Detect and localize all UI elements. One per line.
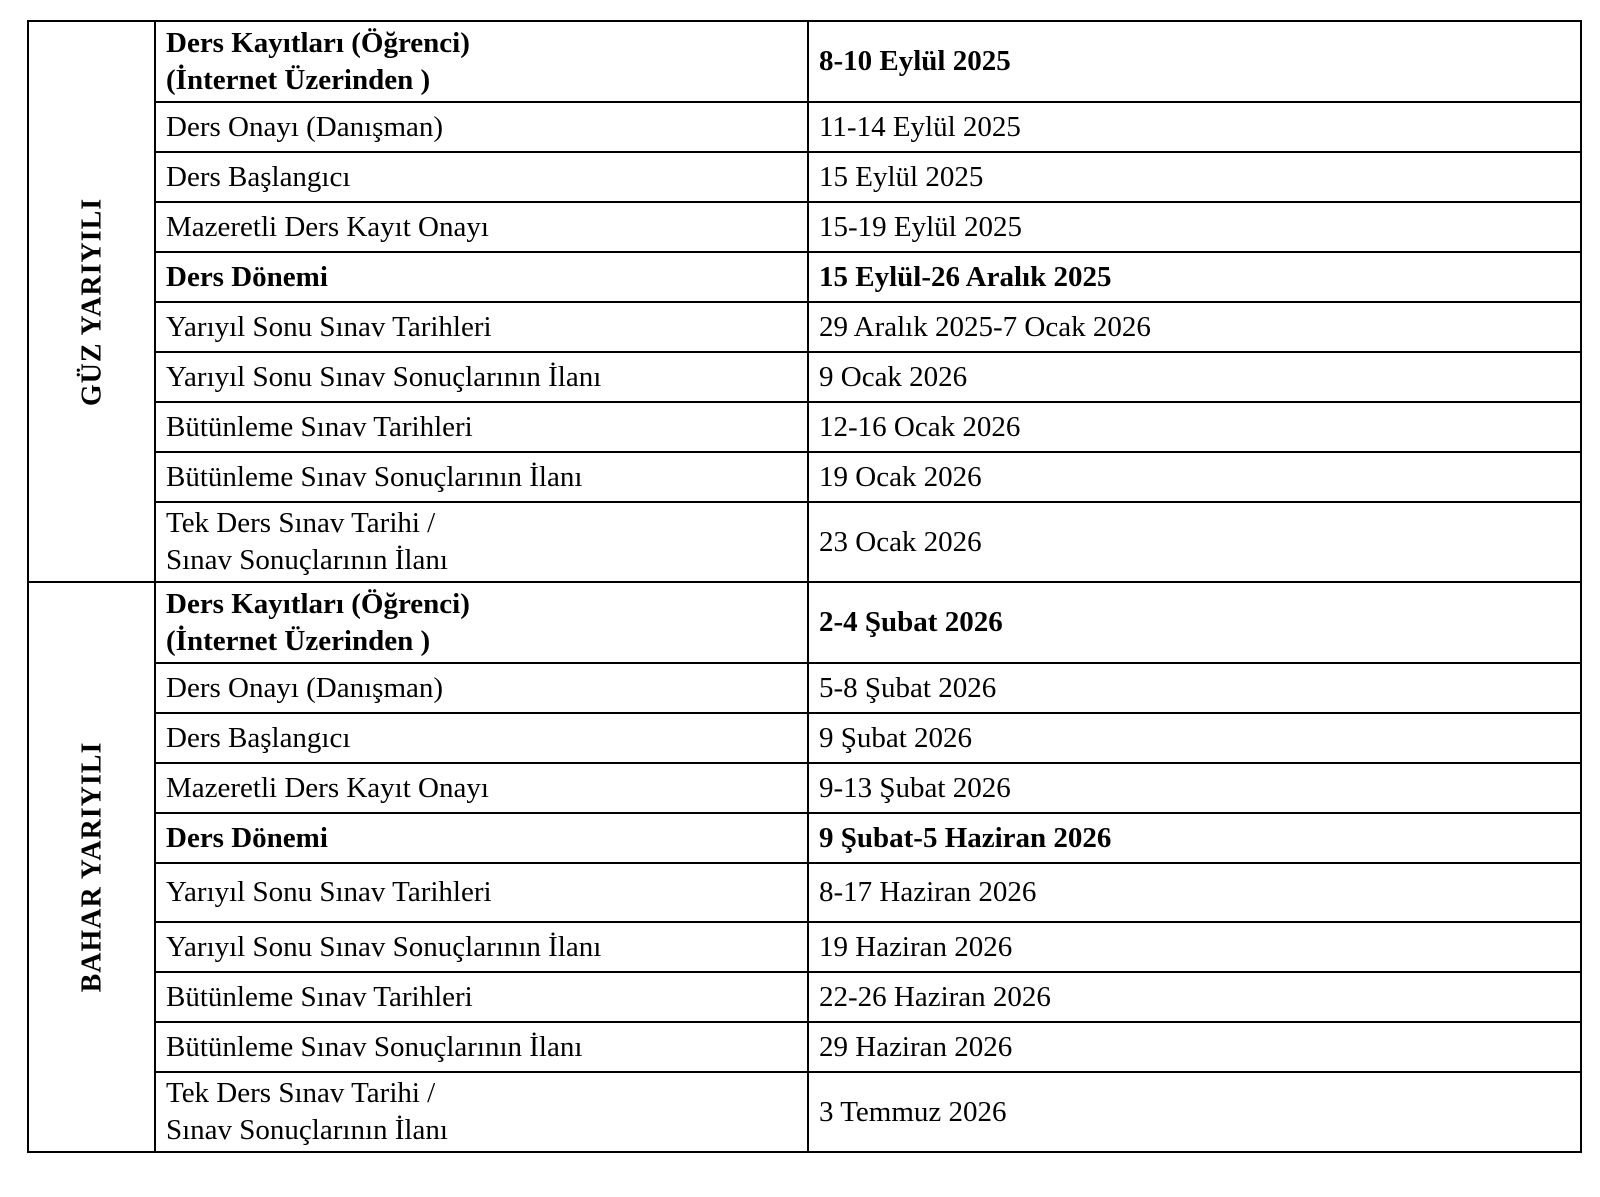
event-name-text: Ders Kayıtları (Öğrenci) bbox=[166, 587, 470, 620]
event-name-text: Ders Başlangıcı bbox=[166, 160, 351, 193]
event-date-cell bbox=[808, 352, 1581, 402]
event-date-cell bbox=[808, 582, 1581, 663]
event-date-text: 2-4 Şubat 2026 bbox=[819, 606, 1003, 638]
semester-cell bbox=[28, 582, 155, 1152]
calendar-row bbox=[28, 972, 1581, 1022]
event-name-text: Ders Onayı (Danışman) bbox=[166, 110, 444, 143]
event-date-cell bbox=[808, 663, 1581, 713]
calendar-row bbox=[28, 813, 1581, 863]
calendar-row bbox=[28, 502, 1581, 582]
event-name-text: (İnternet Üzerinden ) bbox=[166, 63, 431, 96]
event-date-cell bbox=[808, 302, 1581, 352]
event-date-cell bbox=[808, 813, 1581, 863]
event-name-text: Yarıyıl Sonu Sınav Sonuçlarının İlanı bbox=[166, 930, 602, 963]
event-name-text: Sınav Sonuçlarının İlanı bbox=[166, 1114, 448, 1146]
event-date-text: 19 Haziran 2026 bbox=[819, 930, 1013, 963]
event-name-text: Bütünleme Sınav Tarihleri bbox=[166, 410, 473, 443]
calendar-row bbox=[28, 352, 1581, 402]
event-name-cell bbox=[155, 1072, 808, 1152]
event-date-cell bbox=[808, 713, 1581, 763]
event-date-cell bbox=[808, 402, 1581, 452]
event-name-cell bbox=[155, 922, 808, 972]
event-name-text: Sınav Sonuçlarının İlanı bbox=[166, 544, 448, 576]
event-name-text: Ders Başlangıcı bbox=[166, 721, 351, 754]
event-date-text: 29 Haziran 2026 bbox=[819, 1030, 1013, 1063]
calendar-row bbox=[28, 102, 1581, 152]
event-date-cell bbox=[808, 1022, 1581, 1072]
event-date-cell bbox=[808, 863, 1581, 922]
event-date-cell bbox=[808, 152, 1581, 202]
event-name-cell bbox=[155, 582, 808, 663]
event-name-cell bbox=[155, 502, 808, 582]
semester-cell bbox=[28, 21, 155, 582]
event-name-text: Yarıyıl Sonu Sınav Tarihleri bbox=[166, 876, 492, 908]
event-name-cell bbox=[155, 21, 808, 102]
calendar-row bbox=[28, 713, 1581, 763]
event-name-cell bbox=[155, 352, 808, 402]
event-name-text: Tek Ders Sınav Tarihi / bbox=[166, 1077, 436, 1109]
event-name-cell bbox=[155, 402, 808, 452]
event-date-cell bbox=[808, 452, 1581, 502]
semester-label: GÜZ YARIYILI bbox=[76, 197, 107, 406]
event-name-text: Bütünleme Sınav Tarihleri bbox=[166, 980, 473, 1013]
event-date-cell bbox=[808, 972, 1581, 1022]
event-date-text: 9-13 Şubat 2026 bbox=[819, 771, 1011, 804]
event-name-cell bbox=[155, 663, 808, 713]
event-name-text: Tek Ders Sınav Tarihi / bbox=[166, 507, 436, 539]
event-name-cell bbox=[155, 452, 808, 502]
calendar-row bbox=[28, 863, 1581, 922]
event-name-text: Bütünleme Sınav Sonuçlarının İlanı bbox=[166, 460, 583, 493]
event-date-text: 22-26 Haziran 2026 bbox=[819, 980, 1051, 1013]
event-date-text: 19 Ocak 2026 bbox=[819, 460, 982, 493]
calendar-row bbox=[28, 1072, 1581, 1152]
event-date-cell bbox=[808, 252, 1581, 302]
event-name-text: Bütünleme Sınav Sonuçlarının İlanı bbox=[166, 1030, 583, 1063]
event-date-cell bbox=[808, 922, 1581, 972]
event-name-cell bbox=[155, 813, 808, 863]
event-date-text: 9 Ocak 2026 bbox=[819, 360, 968, 393]
calendar-row bbox=[28, 302, 1581, 352]
event-date-cell bbox=[808, 202, 1581, 252]
event-name-cell bbox=[155, 763, 808, 813]
event-date-text: 29 Aralık 2025-7 Ocak 2026 bbox=[819, 310, 1151, 343]
calendar-row bbox=[28, 152, 1581, 202]
calendar-row bbox=[28, 763, 1581, 813]
calendar-row bbox=[28, 1022, 1581, 1072]
event-date-text: 15 Eylül 2025 bbox=[819, 160, 984, 193]
calendar-row bbox=[28, 21, 1581, 102]
event-date-cell bbox=[808, 502, 1581, 582]
calendar-row bbox=[28, 922, 1581, 972]
event-date-text: 8-10 Eylül 2025 bbox=[819, 45, 1011, 77]
event-name-text: (İnternet Üzerinden ) bbox=[166, 624, 431, 657]
event-name-cell bbox=[155, 202, 808, 252]
event-date-cell bbox=[808, 763, 1581, 813]
event-name-cell bbox=[155, 302, 808, 352]
event-name-text: Mazeretli Ders Kayıt Onayı bbox=[166, 771, 489, 804]
event-name-cell bbox=[155, 252, 808, 302]
event-name-cell bbox=[155, 1022, 808, 1072]
event-date-cell bbox=[808, 102, 1581, 152]
event-name-text: Ders Dönemi bbox=[166, 260, 328, 293]
event-name-text: Yarıyıl Sonu Sınav Sonuçlarının İlanı bbox=[166, 360, 602, 393]
event-name-cell bbox=[155, 863, 808, 922]
event-name-cell bbox=[155, 972, 808, 1022]
event-date-cell bbox=[808, 1072, 1581, 1152]
semester-label: BAHAR YARIYILI bbox=[76, 741, 107, 993]
calendar-row bbox=[28, 252, 1581, 302]
academic-calendar-table bbox=[27, 20, 1582, 1153]
event-name-cell bbox=[155, 102, 808, 152]
event-date-text: 9 Şubat 2026 bbox=[819, 721, 973, 754]
event-name-text: Ders Onayı (Danışman) bbox=[166, 671, 444, 704]
calendar-row bbox=[28, 452, 1581, 502]
event-date-text: 15 Eylül-26 Aralık 2025 bbox=[819, 260, 1112, 293]
event-name-text: Yarıyıl Sonu Sınav Tarihleri bbox=[166, 310, 492, 343]
event-date-cell bbox=[808, 21, 1581, 102]
event-name-text: Ders Dönemi bbox=[166, 821, 328, 854]
event-date-text: 12-16 Ocak 2026 bbox=[819, 410, 1021, 443]
calendar-row bbox=[28, 402, 1581, 452]
event-name-cell bbox=[155, 152, 808, 202]
event-date-text: 23 Ocak 2026 bbox=[819, 525, 982, 558]
calendar-body bbox=[28, 21, 1581, 1152]
event-date-text: 3 Temmuz 2026 bbox=[819, 1095, 1007, 1128]
event-name-text: Ders Kayıtları (Öğrenci) bbox=[166, 26, 470, 59]
calendar-row bbox=[28, 202, 1581, 252]
calendar-row bbox=[28, 663, 1581, 713]
event-name-text: Mazeretli Ders Kayıt Onayı bbox=[166, 210, 489, 243]
event-name-cell bbox=[155, 713, 808, 763]
event-date-text: 11-14 Eylül 2025 bbox=[819, 110, 1021, 143]
event-date-text: 5-8 Şubat 2026 bbox=[819, 671, 997, 704]
event-date-text: 8-17 Haziran 2026 bbox=[819, 876, 1037, 908]
event-date-text: 15-19 Eylül 2025 bbox=[819, 210, 1022, 243]
calendar-row bbox=[28, 582, 1581, 663]
event-date-text: 9 Şubat-5 Haziran 2026 bbox=[819, 821, 1112, 854]
